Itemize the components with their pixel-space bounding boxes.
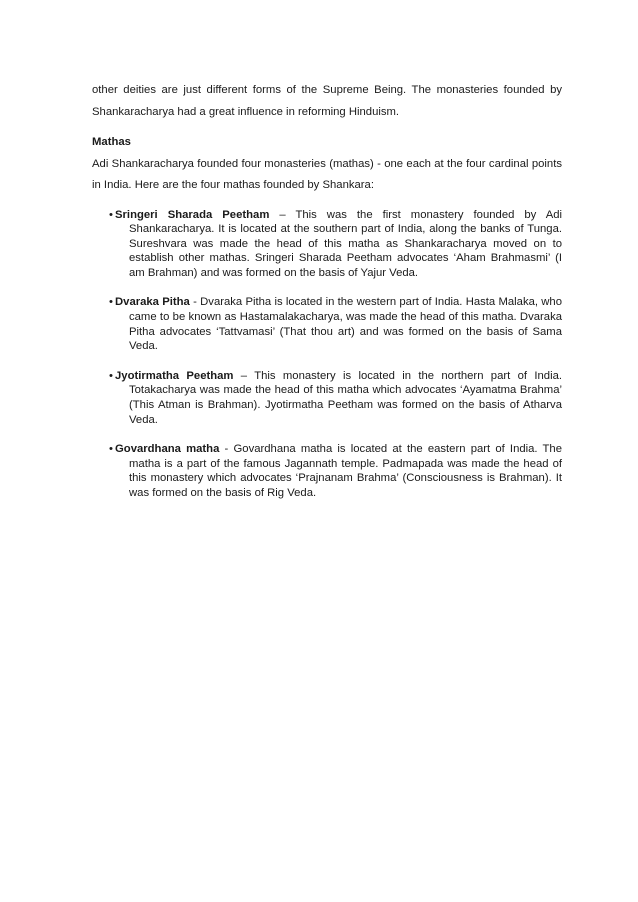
intro-paragraph: other deities are just different forms of the Supreme Being. The monasteries founded by Shankaracharya had a great influence in reforming Hinduism. bbox=[92, 84, 562, 118]
list-item-separator: – bbox=[233, 369, 255, 382]
section-paragraph: Adi Shankaracharya founded four monasteries (mathas) - one each at the four cardinal points in India. Here are the four mathas founded by Shankara: bbox=[92, 157, 562, 191]
list-item bbox=[109, 295, 562, 353]
bullet-icon: • bbox=[109, 296, 113, 309]
bullet-icon: • bbox=[109, 369, 113, 382]
list-item-term: Sringeri Sharada Peetham bbox=[115, 208, 270, 221]
list-item-text: Dvaraka Pitha is located in the western part of India. Hasta Malaka, who came to be known as Hastamalakacharya, was made the head of this matha. Dvaraka Pitha advocates ‘Tattvamasi’ (That thou art) and was formed on the basis of Sama Veda. bbox=[129, 296, 562, 353]
bullet-icon: • bbox=[109, 443, 113, 456]
list-item-text: This was the first monastery founded by Adi Shankaracharya. It is located at the southern part of India, along the banks of Tunga. Sureshvara was made the head of this matha as Shankaracharya moved on to establish other mathas. Sringeri Sharada Peetham advocates ‘Aham Brahmasmi’ (I am Brahman) and was formed on the basis of Yajur Veda. bbox=[129, 208, 563, 279]
list-item-term: Govardhana matha bbox=[115, 443, 220, 456]
list-item-separator: – bbox=[269, 208, 296, 221]
list-item bbox=[109, 369, 562, 427]
list-item-term: Dvaraka Pitha bbox=[115, 296, 190, 309]
list-item-separator: - bbox=[219, 443, 234, 456]
list-item bbox=[109, 208, 562, 281]
document-page bbox=[92, 80, 562, 516]
list-item-text: This monastery is located in the northern part of India. Totakacharya was made the head of this matha which advocates ‘Ayamatma Brahma’ (This Atman is Brahman). Jyotirmatha Peetham was formed on the basis of Atharva Veda. bbox=[129, 369, 562, 426]
bullet-icon: • bbox=[109, 208, 113, 221]
list-item bbox=[109, 442, 562, 500]
list-item-text: Govardhana matha is located at the eastern part of India. The matha is a part of the famous Jagannath temple. Padmapada was made the head of this monastery which advocates ‘Prajnanam Brahma’ (Consciousness is Brahman). It was formed on the basis of Rig Veda. bbox=[129, 443, 562, 499]
list-item-term: Jyotirmatha Peetham bbox=[115, 369, 234, 382]
section-heading: Mathas bbox=[92, 136, 131, 148]
list-item-separator: - bbox=[189, 296, 201, 309]
mathas-list bbox=[92, 208, 562, 501]
